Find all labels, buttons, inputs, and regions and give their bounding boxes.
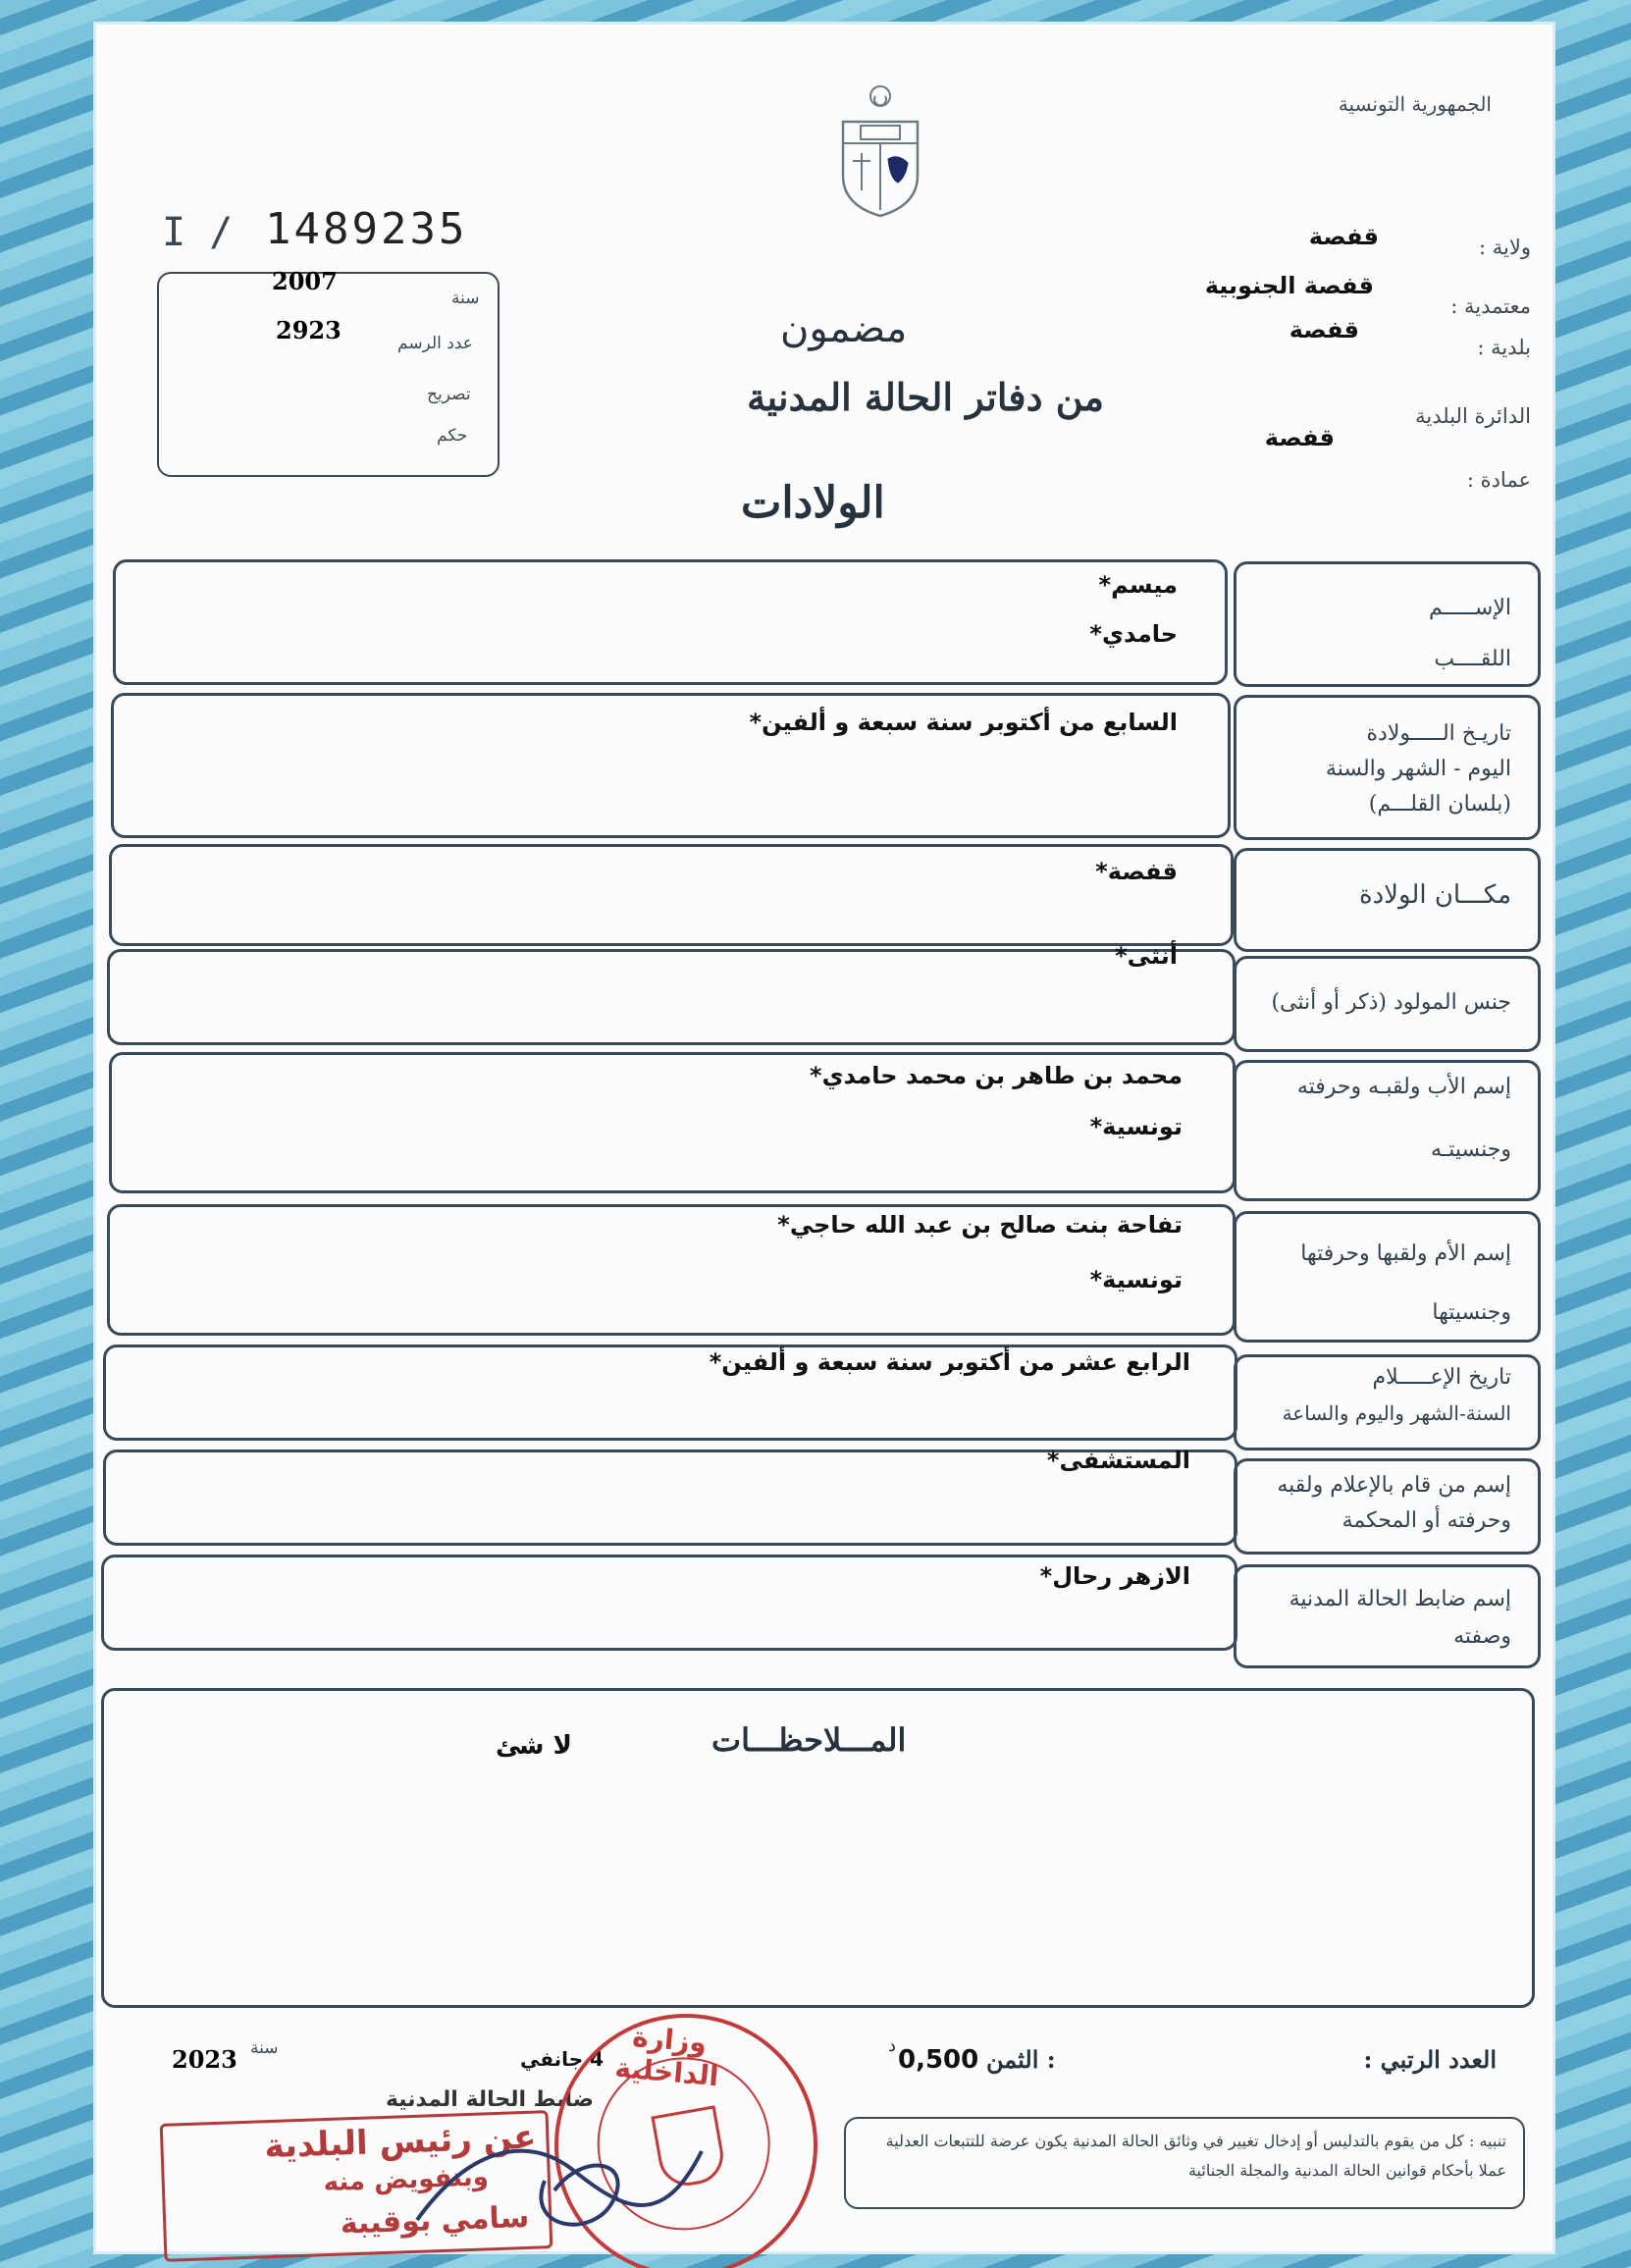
sex-value: أنثى* [1115,942,1178,970]
round-stamp-text: وزارة الداخلية [613,2020,720,2093]
declarant-value: المستشفى* [1046,1447,1190,1474]
officer-label-2: وصفته [1453,1624,1511,1649]
price-unit: د [888,2035,897,2056]
registry-number: 2923 [276,316,342,344]
last-name-label: اللقــــب [1434,647,1511,671]
value-box-sex [107,949,1236,1045]
first-name-value: ميسم* [1098,571,1178,599]
republic-heading: الجمهورية التونسية [1338,92,1492,116]
birth-date-label-2: اليوم - الشهر والسنة [1325,757,1511,781]
first-name-label: الإســـــم [1429,596,1511,620]
registry-judgment-label: حكم [437,426,468,446]
mother-label-1: إسم الأم ولقبها وحرفتها [1300,1241,1511,1266]
price-label: الثمن : [986,2045,1056,2074]
value-box-birth-place [109,844,1234,946]
value-box-name [113,559,1228,685]
mother-name-value: تفاحة بنت صالح بن عبد الله حاجي* [777,1211,1183,1239]
wilaya-label: ولاية : [1479,236,1531,259]
price-value: 0,500 [898,2045,979,2075]
daira-label: الدائرة البلدية [1415,404,1531,428]
serial-label: العدد الرتبي : [1363,2045,1497,2074]
imada-label: عمادة : [1466,468,1531,492]
last-name-value: حامدي* [1089,620,1178,648]
imada-value: قفصة [1264,424,1335,451]
registry-year-label: سنة [451,289,480,308]
stamp-line-1: عن رئيس البلدية [263,2117,538,2167]
declarant-label-2: وحرفته أو المحكمة [1342,1508,1511,1533]
baladia-label: بلدية : [1477,336,1531,359]
motamadia-value: قفصة الجنوبية [1204,272,1374,299]
declarant-label-1: إسم من قام بالإعلام ولقبه [1277,1473,1511,1498]
officer-title: ضابط الحالة المدنية [385,2087,594,2112]
serial-prefix: I / [162,210,234,255]
officer-value: الازهر رحال* [1039,1562,1190,1590]
officer-label-1: إسم ضابط الحالة المدنية [1289,1587,1511,1611]
wilaya-value: قفصة [1308,223,1379,250]
footer-year-value: 2023 [172,2045,237,2074]
stamp-line-2: وبتفويض منه [323,2162,490,2198]
registry-number-label: عدد الرسم [397,334,473,353]
section-title: الولادات [741,478,885,528]
declaration-date-label-1: تاريخ الإعـــــلام [1372,1365,1511,1390]
document-subtitle: من دفاتر الحالة المدنية [747,375,1104,419]
remarks-label: المـــلاحظـــات [711,1721,907,1759]
birth-certificate-paper [93,22,1555,2254]
declaration-date-label-2: السنة-الشهر واليوم والساعة [1282,1401,1511,1425]
birth-date-label-3: (بلسان القلـــم) [1368,792,1511,817]
footer-date: 4 جانفي [520,2047,604,2071]
document-title: مضمون [780,306,908,351]
tunisia-emblem-icon [831,82,929,220]
warning-text: تنبيه : كل من يقوم بالتدليس أو إدخال تغيير في وثائق الحالة المدنية يكون عرضة للتتبعات العدلية عملا بأحكام قوانين الحالة المدنية والمجلة الجنائية [885,2132,1506,2180]
declaration-date-value: الرابع عشر من أكتوبر سنة سبعة و ألفين* [709,1348,1190,1376]
motamadia-label: معتمدية : [1450,294,1531,318]
registry-declaration-label: تصريح [427,385,471,404]
signature-scribble [407,2112,731,2249]
serial-number: 1489235 [265,204,468,254]
father-name-value: محمد بن طاهر بن محمد حامدي* [810,1062,1183,1089]
father-label-2: وجنسيتـه [1430,1137,1511,1162]
stamp-line-3: سامي بوقيبة [340,2199,530,2242]
mother-label-2: وجنسيتها [1432,1300,1511,1325]
registry-year: 2007 [272,267,338,295]
father-label-1: إسم الأب ولقبـه وحرفته [1296,1075,1511,1099]
footer-year-label: سنة [250,2038,279,2058]
birth-date-value: السابع من أكتوبر سنة سبعة و ألفين* [749,709,1178,736]
mother-nationality-value: تونسية* [1089,1266,1183,1293]
birth-place-label: مكـــان الولادة [1358,880,1511,910]
father-nationality-value: تونسية* [1089,1113,1183,1140]
sex-label: جنس المولود (ذكر أو أنثى) [1271,990,1511,1015]
registry-box [157,272,500,477]
remarks-value: لا شئ [496,1731,572,1761]
birth-date-label-1: تاريـخ الـــــولادة [1366,721,1511,746]
birth-place-value: قفصة* [1095,858,1178,885]
baladia-value: قفصة [1289,316,1359,343]
